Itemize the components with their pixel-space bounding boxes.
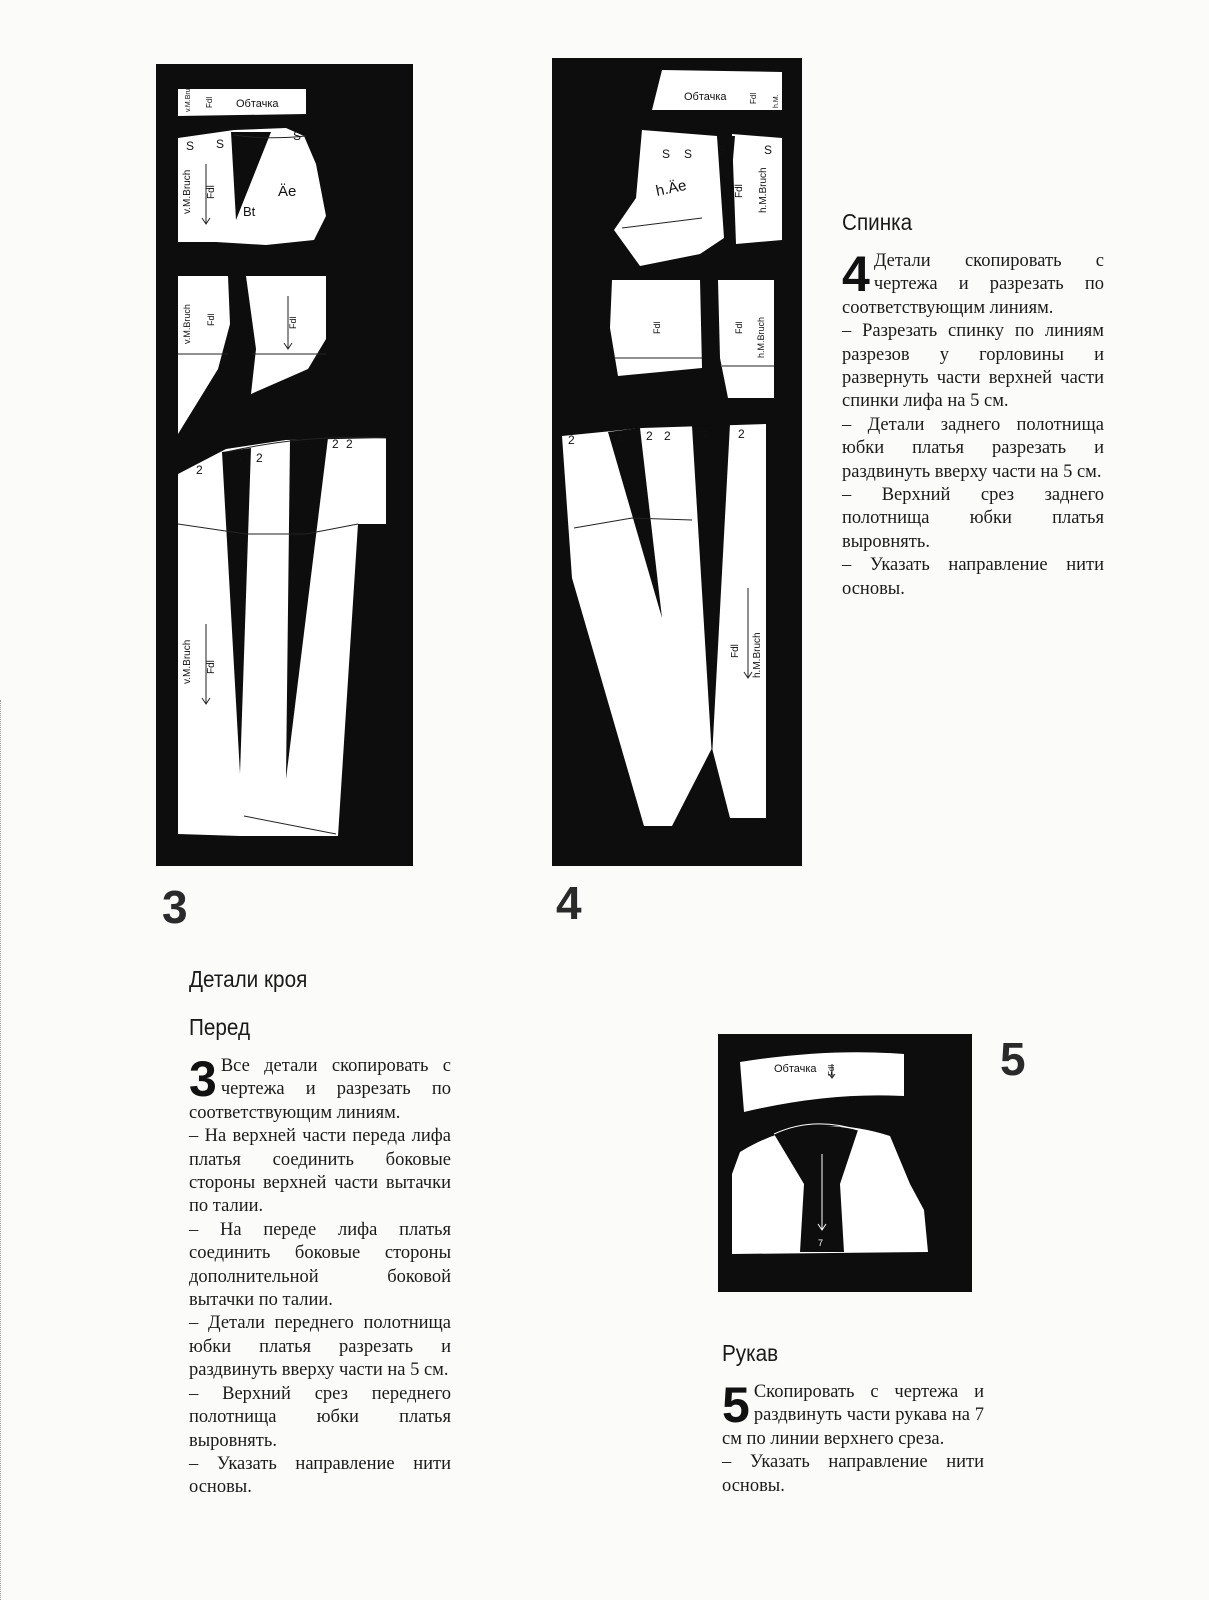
front-instructions (189, 1051, 451, 1500)
sleeve-facing-piece (740, 1052, 904, 1112)
cut-details-heading: Детали кроя (189, 966, 308, 992)
sleeve-paragraph-1: Скопировать с чертежа и раздвинуть части рукава на 7 см по линии верхнего среза. (722, 1382, 984, 1449)
back-paragraph-1: Детали скопировать с чертежа и разрезать по соответствующим линиям. (842, 251, 1104, 318)
fig4-hae-label: h.Äe (654, 176, 689, 200)
figure-4-panel (552, 58, 802, 866)
fig3-skirt-2d: 2 (346, 437, 353, 451)
fig4-skirt-fold: h.M.Bruch (752, 632, 763, 678)
fig4-skirt-5a: 5 (618, 434, 624, 445)
fig4-lower-grain-right: Fdl (734, 321, 744, 334)
fig4-bodice-grain: Fdl (734, 184, 745, 198)
fig3-side-grain: Fdl (288, 316, 298, 329)
fig3-skirt-2c: 2 (332, 437, 339, 451)
back-heading: Спинка (842, 209, 913, 235)
figure-4-number: 4 (556, 877, 582, 929)
fig4-skirt-grain: Fdl (730, 644, 741, 658)
sleeve-dropcap: 5 (722, 1377, 750, 1433)
back-paragraph-4: – Верхний срез заднего полотнища юбки платья выровнять. (842, 485, 1104, 552)
fig3-skirt-grain: Fdl (206, 660, 217, 674)
front-paragraph-4: – Детали переднего полотнища юбки платья разрезать и раздвинуть вверху части на 5 см. (189, 1313, 451, 1381)
fig4-s3: S (718, 143, 727, 157)
fig5-seven-label: 7 (818, 1238, 824, 1248)
fig3-bodice-fold: v.M.Bruch (182, 169, 193, 214)
front-dropcap: 3 (189, 1051, 217, 1107)
sleeve-heading: Рукав (722, 1340, 779, 1366)
fig4-s2: S (684, 147, 693, 161)
fig3-s1: S (186, 139, 195, 153)
fig5-facing-label: Обтачка (774, 1063, 817, 1075)
fig4-skirt-2b: 2 (646, 429, 653, 443)
fig3-ae-label: Äe (278, 183, 297, 200)
fig4-s1: S (662, 147, 671, 161)
sleeve-instructions (722, 1377, 984, 1498)
fig3-facing-label: Обтачка (236, 98, 279, 110)
figure-5-number: 5 (1000, 1033, 1026, 1085)
back-skirt-piece (562, 424, 766, 826)
figure-3-panel (156, 64, 413, 866)
fig3-s3: S (293, 129, 302, 143)
fig3-skirt-2a: 2 (196, 463, 203, 477)
fig3-facing-grain: Fdl (205, 96, 214, 108)
front-paragraph-1: Все детали скопировать с чертежа и разрезать по соответствующим линиям. (189, 1056, 451, 1123)
back-paragraph-5: – Указать направление нити основы. (842, 555, 1104, 599)
front-paragraph-5: – Верхний срез переднего полотнища юбки платья выровнять. (189, 1383, 451, 1451)
front-skirt-piece (178, 438, 386, 836)
back-paragraph-3: – Детали заднего полотнища юбки платья разрезать и раздвинуть вверху части на 5 см. (842, 414, 1104, 482)
fig3-bt-label: Bt (243, 204, 256, 219)
scan-edge (0, 700, 4, 1600)
fig4-skirt-2d: 2 (738, 427, 745, 441)
front-heading: Перед (189, 1014, 251, 1040)
front-paragraph-6: – Указать направление нити основы. (189, 1453, 451, 1498)
fig4-lower-grain-left: Fdl (652, 321, 662, 334)
figure-4-drawing (552, 58, 802, 866)
fig4-skirt-2a: 2 (568, 433, 575, 447)
front-bodice-lower-left-piece (178, 276, 230, 434)
figure-3-drawing (156, 64, 413, 866)
fig4-lower-fold: h.M.Bruch (756, 316, 766, 358)
back-dropcap: 4 (842, 246, 870, 302)
fig4-facing-label: Обтачка (684, 91, 727, 103)
fig4-facing-hm: h.M. (773, 94, 780, 108)
fig3-skirt-5b: 5 (306, 440, 312, 451)
front-paragraph-3: – На переде лифа платья соединить боковые стороны дополнительной боковой вытачки по талии. (189, 1219, 451, 1311)
fig3-facing-fold: v.M.Bruch (185, 81, 192, 112)
figure-5-panel (718, 1034, 972, 1292)
fig4-skirt-2c: 2 (664, 429, 671, 443)
back-instructions (842, 246, 1104, 601)
back-facing-piece (652, 70, 782, 110)
fig5-facing-grain: Fdl (827, 1064, 836, 1076)
fig3-s2: S (216, 137, 225, 151)
fig4-s4: S (764, 143, 773, 157)
fig4-bodice-fold: h.M.Bruch (758, 167, 769, 213)
fig3-lower-grain: Fdl (206, 313, 216, 326)
figure-5-drawing (718, 1034, 972, 1292)
fig3-skirt-5a: 5 (236, 454, 242, 465)
fig3-bodice-grain: Fdl (206, 185, 217, 199)
fig3-skirt-2b: 2 (256, 451, 263, 465)
back-paragraph-2: – Разрезать спинку по линиям разрезов у горловины и развернуть части верхней части спинки лифа на 5 см. (842, 321, 1104, 412)
fig4-skirt-5b: 5 (702, 430, 708, 441)
fig3-lower-fold: v.M.Bruch (182, 304, 192, 344)
sleeve-paragraph-2: – Указать направление нити основы. (722, 1452, 984, 1496)
fig3-skirt-fold: v.M.Bruch (182, 639, 193, 684)
front-side-panel-piece (246, 276, 326, 394)
fig4-facing-grain: Fdl (749, 92, 758, 104)
front-paragraph-2: – На верхней части переда лифа платья соединить боковые стороны верхней части вытачки по талии. (189, 1126, 451, 1217)
figure-3-number: 3 (162, 881, 188, 933)
